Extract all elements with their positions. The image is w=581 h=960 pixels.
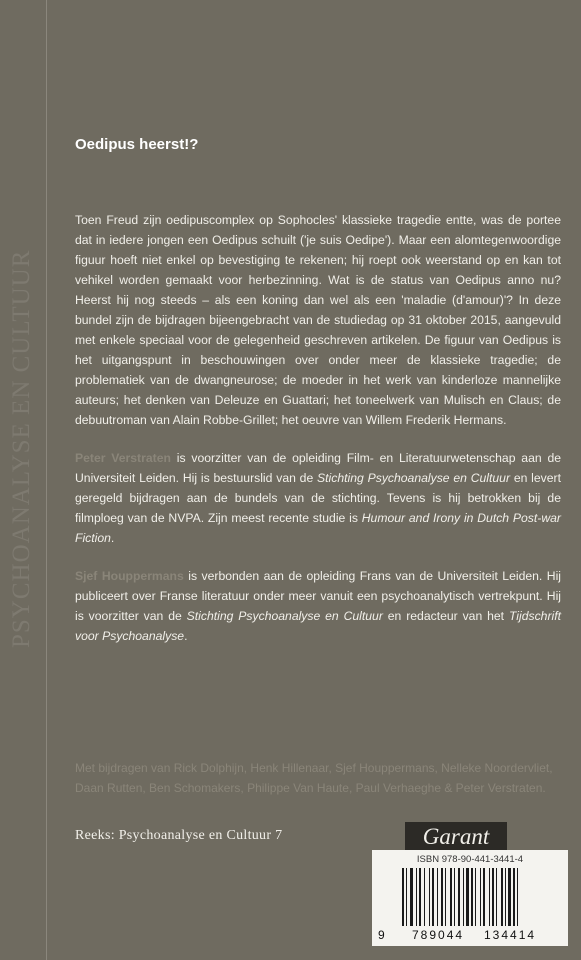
barcode-right-digits: 134414 [484, 928, 537, 942]
barcode-bar [508, 868, 511, 926]
barcode-bar [429, 868, 430, 926]
barcode-bar [513, 868, 515, 926]
barcode-bar [483, 868, 485, 926]
barcode-bar [466, 868, 469, 926]
author2-bio [75, 566, 561, 646]
barcode-bar [480, 868, 481, 926]
barcode-bar [454, 868, 455, 926]
author2-text-a: is verbonden aan de opleiding Frans van de Universiteit Leiden. Hij publiceert over Franse literatuur onder meer vanuit een psychoanalytisch vertrekpunt. Hij is voorzitter van de [75, 569, 561, 623]
barcode-bar [471, 868, 473, 926]
intro-paragraph: Toen Freud zijn oedipuscomplex op Sophocles' klassieke tragedie entte, was de portee dat in iedere jongen een Oedipus schuilt ('je suis Oedipe'). Maar een alomtegenwoordige figuur hoeft niet enkel op bevestiging te rekenen; hij roept ook weerstand op en kan tot vehikel worden gemaakt voor herbezinning. Wat is de status van Oedipus anno nu? Heerst hij nog steeds – als een koning dan wel als een 'maladie (d'amour)'? In deze bundel zijn de bijdragen bijeengebracht van de studiedag op 31 oktober 2015, aangevuld met enkele speciaal voor de gelegenheid geschreven artikelen. De figuur van Oedipus is het uitgangspunt in beschouwingen over onder meer de klassieke tragedie; de problematiek van de dwangneurose; de moeder in het werk van kinderloze mannelijke auteurs; het denken van Deleuze en Guattari; het toneelwerk van Mulisch en Claus; de debuutroman van Alain Robbe-Grillet; het oeuvre van Willem Frederik Hermans. [75, 213, 561, 427]
barcode-bar [463, 868, 464, 926]
author1-text-a: is voorzitter van de opleiding Film- en Literatuurwetenschap aan de Universiteit Leiden. Hij is bestuurslid van de [75, 451, 561, 485]
barcode [402, 868, 552, 926]
barcode-bar [501, 868, 503, 926]
barcode-bar [424, 868, 425, 926]
barcode-bar [492, 868, 494, 926]
spine-series-label: PSYCHOANALYSE EN CULTUUR [8, 249, 35, 648]
author2-text-b: en redacteur van het [382, 609, 509, 623]
barcode-bar [406, 868, 407, 926]
barcode-bar [496, 868, 497, 926]
series-label: Reeks: Psychoanalyse en Cultuur 7 [75, 828, 283, 843]
barcode-bar [450, 868, 452, 926]
barcode-bar [402, 868, 404, 926]
barcode-bar [475, 868, 476, 926]
contributors-list: Met bijdragen van Rick Dolphijn, Henk Hillenaar, Sjef Houppermans, Nelleke Noordervliet, Daan Rutten, Ben Schomakers, Philippe Van Haute, Paul Verhaeghe & Peter Verstraten. [75, 761, 553, 795]
barcode-bar [437, 868, 438, 926]
author2-italic-a: Stichting Psychoanalyse en Cultuur [186, 609, 383, 623]
barcode-bar [445, 868, 446, 926]
author1-italic-a: Stichting Psychoanalyse en Cultuur [317, 471, 511, 485]
barcode-bar [489, 868, 490, 926]
author2-text-c: . [184, 629, 188, 643]
author2-italic-b: Tijdschrift voor Psychoanalyse [75, 609, 561, 643]
author1-bio [75, 448, 561, 548]
barcode-bar [517, 868, 518, 926]
barcode-bar [432, 868, 434, 926]
spine-divider [46, 0, 47, 960]
barcode-bar [505, 868, 506, 926]
barcode-first-digit: 9 [378, 928, 385, 942]
publisher-logo: Garant [405, 822, 507, 852]
barcode-bar [410, 868, 413, 926]
author1-italic-b: Humour and Irony in Dutch Post-war Fiction [75, 511, 561, 545]
barcode-bar [416, 868, 417, 926]
author1-name: Peter Verstraten [75, 451, 171, 465]
author1-text-c: . [110, 531, 115, 545]
isbn-text: ISBN 978-90-441-3441-4 [416, 854, 524, 865]
barcode-bar [458, 868, 460, 926]
book-title: Oedipus heerst!? [75, 136, 199, 153]
author2-name: Sjef Houppermans [75, 569, 184, 583]
barcode-left-digits: 789044 [412, 928, 465, 942]
barcode-bar [441, 868, 443, 926]
blurb [75, 210, 561, 664]
barcode-bar [419, 868, 421, 926]
barcode-panel [372, 850, 568, 946]
author1-text-b: en levert geregeld bijdragen aan de bundels van de stichting. Tevens is hij betrokken bij de filmploeg van de NVPA. Zijn meest recente studie is [75, 471, 561, 525]
